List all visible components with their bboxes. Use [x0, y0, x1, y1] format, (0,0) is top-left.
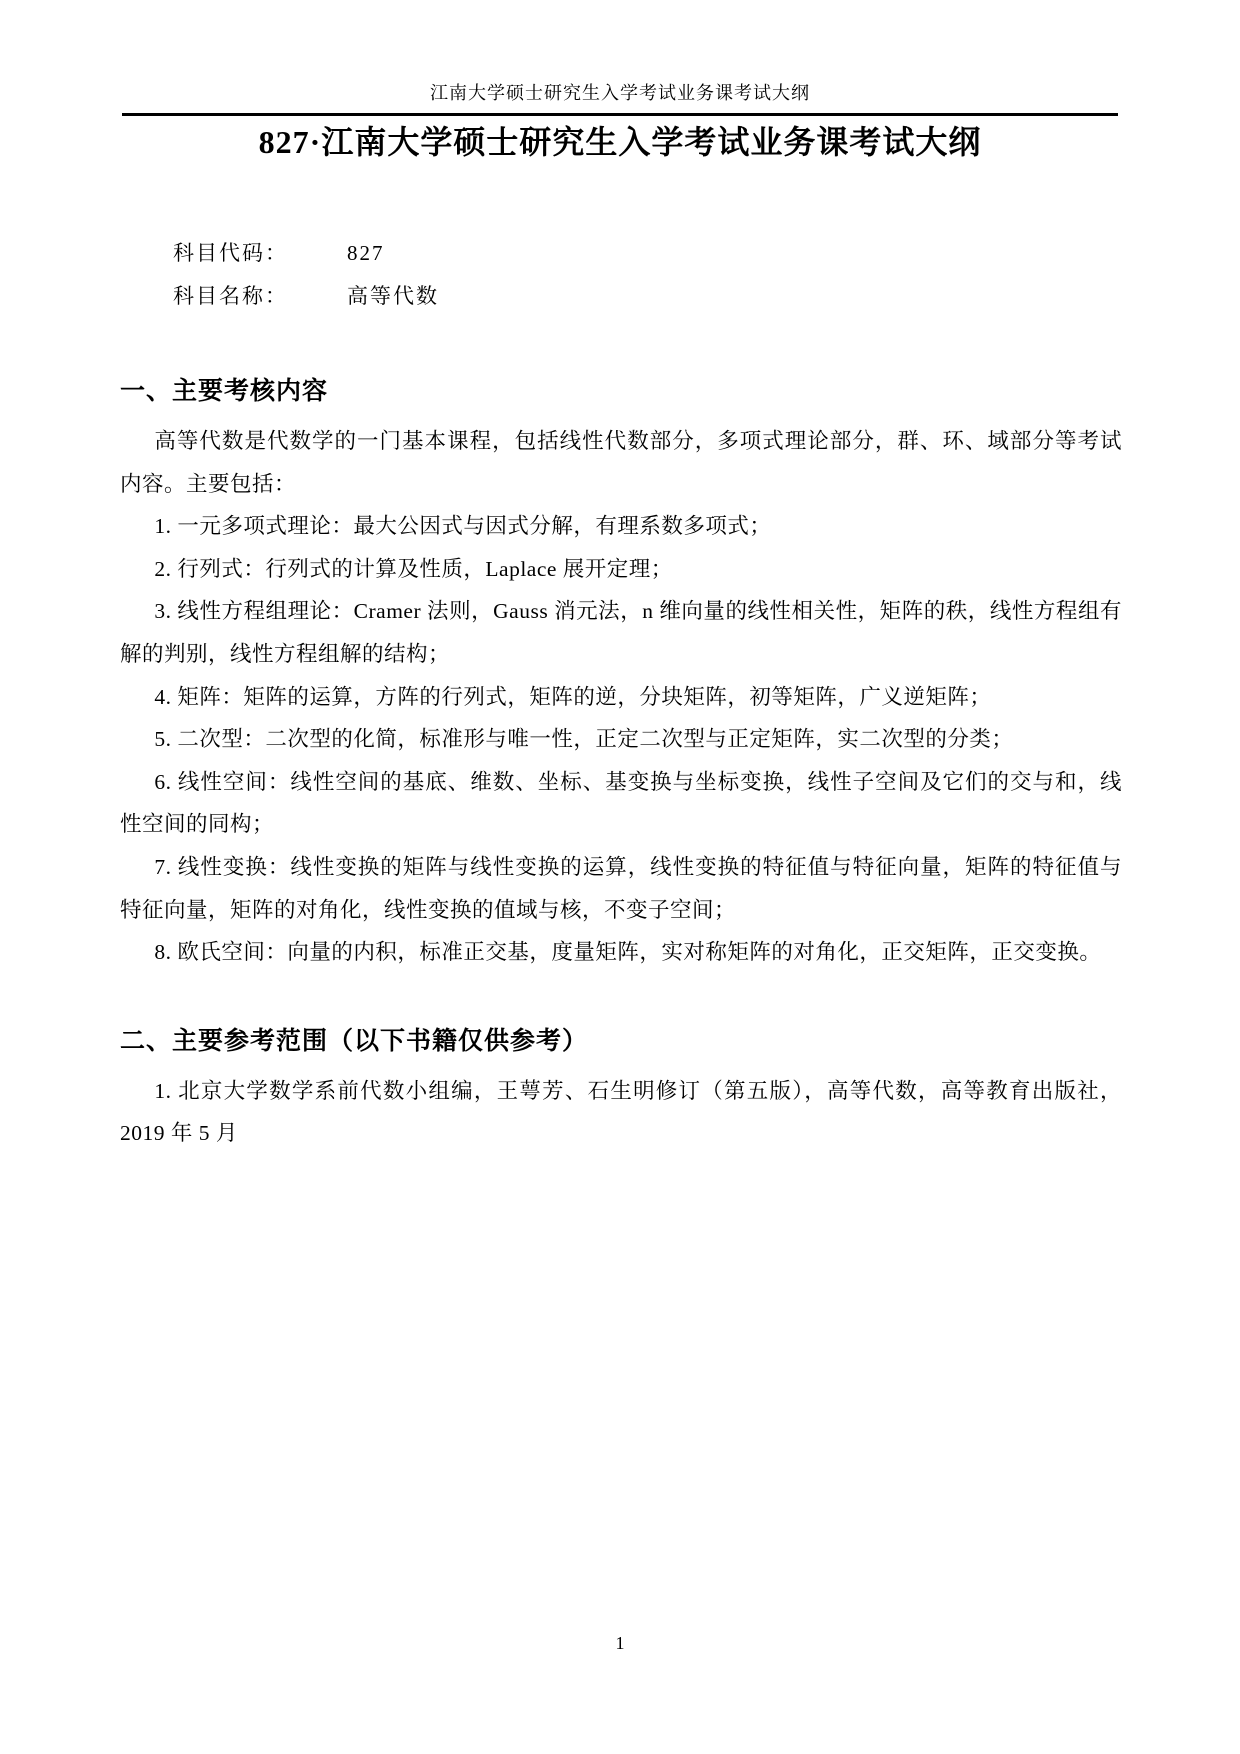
subject-name-value: 高等代数: [347, 284, 439, 308]
list-item: 7. 线性变换：线性变换的矩阵与线性变换的运算，线性变换的特征值与特征向量，矩阵的特征值与特征向量，矩阵的对角化，线性变换的值域与核，不变子空间；: [120, 854, 1122, 922]
subject-meta: [173, 232, 1120, 318]
list-item: 4. 矩阵：矩阵的运算，方阵的行列式，矩阵的逆，分块矩阵，初等矩阵，广义逆矩阵；: [154, 684, 992, 709]
section-1-heading: 一、主要考核内容: [120, 378, 329, 405]
subject-name-label: 科目名称：: [173, 284, 288, 308]
list-item: 1. 一元多项式理论：最大公因式与因式分解，有理系数多项式；: [154, 514, 772, 539]
header-rule: [122, 113, 1118, 116]
list-item: 3. 线性方程组理论：Cramer 法则，Gauss 消元法，n 维向量的线性相关性，矩阵的秩，线性方程组有解的判别，线性方程组解的结构；: [120, 599, 1122, 666]
list-item: 6. 线性空间：线性空间的基底、维数、坐标、基变换与坐标变换，线性子空间及它们的交与和，线性空间的同构；: [120, 769, 1122, 837]
section-1-intro: 高等代数是代数学的一门基本课程，包括线性代数部分，多项式理论部分，群、环、域部分等考试内容。主要包括：: [120, 429, 1122, 496]
running-header: 江南大学硕士研究生入学考试业务课考试大纲: [430, 83, 810, 103]
subject-code-value: 827: [347, 241, 385, 265]
reference-item: 1. 北京大学数学系前代数小组编，王萼芳、石生明修订（第五版），高等代数，高等教育出版社， 2019 年 5 月: [120, 1078, 1122, 1146]
list-item: 8. 欧氏空间：向量的内积，标准正交基，度量矩阵，实对称矩阵的对角化，正交矩阵，正交变换。: [154, 940, 1102, 965]
subject-name-row: [173, 275, 1120, 318]
subject-code-label: 科目代码：: [173, 241, 288, 265]
subject-code-row: [173, 232, 1120, 275]
page-number: 1: [615, 1633, 625, 1653]
page-title: 827·江南大学硕士研究生入学考试业务课考试大纲: [258, 124, 982, 160]
document-body: [120, 376, 1122, 1155]
section-2-heading: 二、主要参考范围（以下书籍仅供参考）: [120, 1027, 589, 1055]
list-item: 2. 行列式：行列式的计算及性质，Laplace 展开定理；: [154, 556, 673, 581]
list-item: 5. 二次型：二次型的化简，标准形与唯一性，正定二次型与正定矩阵，实二次型的分类；: [154, 727, 1014, 752]
